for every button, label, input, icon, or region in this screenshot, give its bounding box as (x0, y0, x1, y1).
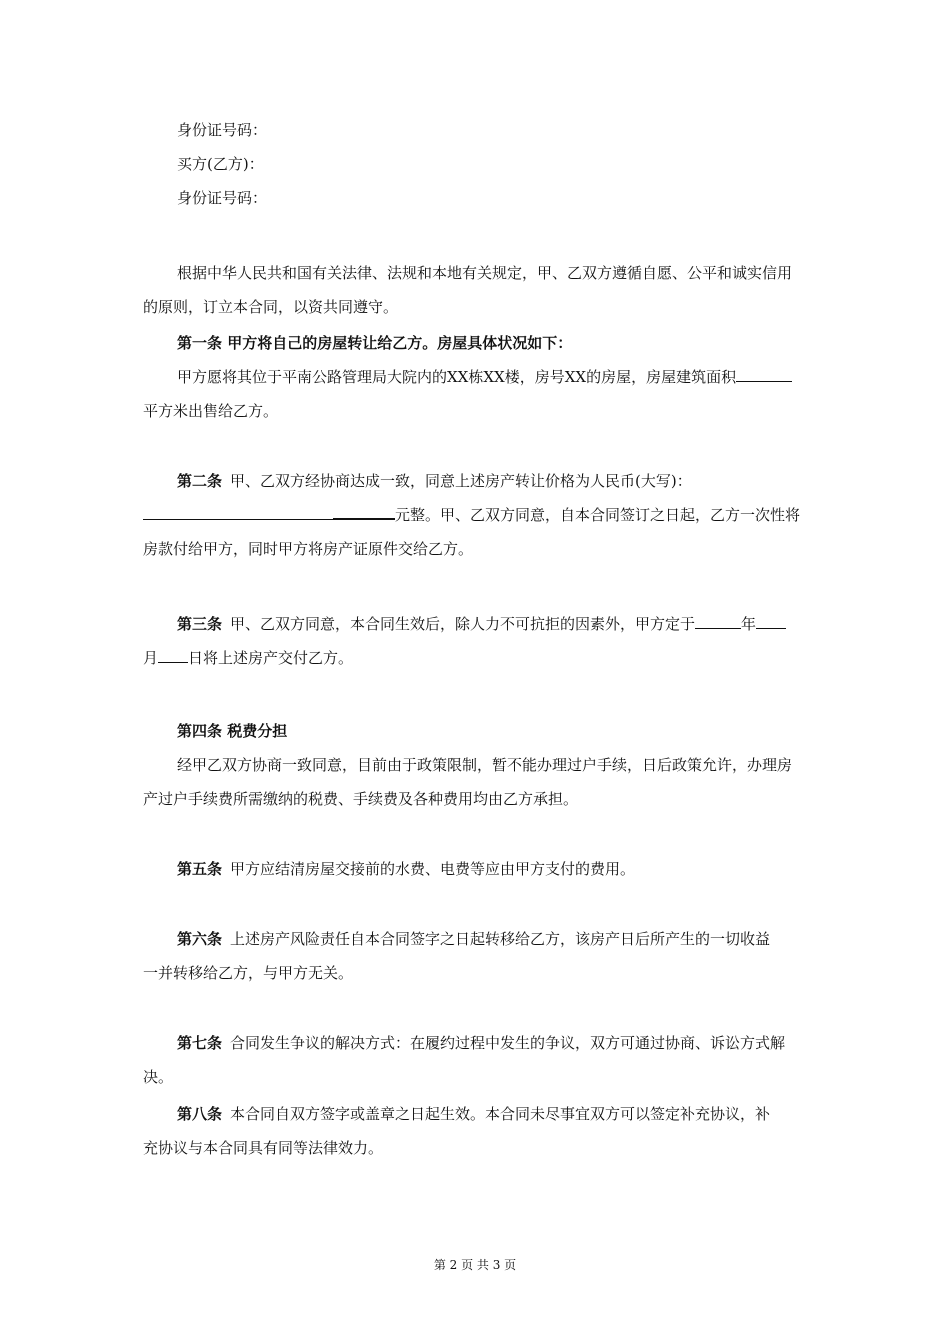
article-4 (143, 714, 807, 816)
article-2-title: 第二条 (177, 472, 223, 490)
article-1-title-line (143, 326, 807, 360)
article-1-line-1 (143, 360, 807, 394)
article-3-text-2a: 月 (143, 649, 159, 667)
article-4-title: 第四条 税费分担 (177, 722, 288, 740)
article-5 (143, 852, 807, 886)
seller-id-label: 身份证号码： (177, 121, 268, 139)
article-5-line-1 (143, 852, 807, 886)
article-1-text-1: 甲方愿将其位于平南公路管理局大院内的XX栋XX楼，房号XX的房屋，房屋建筑面积 (177, 368, 737, 386)
article-2-line-1 (143, 464, 807, 498)
article-2-text-1: 甲、乙双方经协商达成一致，同意上述房产转让价格为人民币(大写)： (230, 472, 692, 490)
preamble (143, 256, 807, 324)
article-2-line-2 (143, 498, 807, 532)
article-4-line-2: 产过户手续费所需缴纳的税费、手续费及各种费用均由乙方承担。 (143, 790, 579, 808)
article-2 (143, 464, 807, 566)
buyer-label: 买方(乙方)： (177, 155, 264, 173)
article-1-line-2: 平方米出售给乙方。 (143, 402, 279, 420)
article-8-title: 第八条 (177, 1105, 223, 1123)
article-8-text-1: 本合同自双方签字或盖章之日起生效。本合同未尽事宜双方可以签定补充协议，补 (230, 1105, 771, 1123)
article-8-line-2: 充协议与本合同具有同等法律效力。 (143, 1139, 384, 1157)
article-3 (143, 607, 807, 675)
article-3-text-2b: 日将上述房产交付乙方。 (188, 649, 354, 667)
article-8 (143, 1097, 807, 1165)
buyer-line (143, 147, 807, 181)
article-6-title: 第六条 (177, 930, 223, 948)
article-6 (143, 922, 807, 990)
article-6-line-2: 一并转移给乙方，与甲方无关。 (143, 964, 354, 982)
article-4-title-line (143, 714, 807, 748)
article-7-text-1: 合同发生争议的解决方式：在履约过程中发生的争议，双方可通过协商、诉讼方式解 (230, 1034, 786, 1052)
month-blank (756, 612, 786, 629)
article-1 (143, 326, 807, 428)
preamble-line-2: 的原则，订立本合同，以资共同遵守。 (143, 298, 399, 316)
article-2-line-3: 房款付给甲方，同时甲方将房产证原件交给乙方。 (143, 540, 474, 558)
article-7 (143, 1026, 807, 1094)
article-3-line-1 (143, 607, 807, 641)
buyer-id-label: 身份证号码： (177, 189, 268, 207)
article-7-title: 第七条 (177, 1034, 223, 1052)
article-6-text-1: 上述房产风险责任自本合同签字之日起转移给乙方，该房产日后所产生的一切收益 (230, 930, 771, 948)
article-3-title: 第三条 (177, 615, 223, 633)
year-blank (695, 612, 741, 629)
article-1-title: 第一条 甲方将自己的房屋转让给乙方。房屋具体状况如下： (177, 334, 573, 352)
preamble-text-1: 根据中华人民共和国有关法律、法规和本地有关规定，甲、乙双方遵循自愿、公平和诚实信用 (177, 264, 793, 282)
page-footer: 第 2 页 共 3 页 (433, 1258, 517, 1272)
article-4-text-1: 经甲乙双方协商一致同意，目前由于政策限制，暂不能办理过户手续，日后政策允许，办理房 (177, 756, 793, 774)
price-blank-1 (143, 503, 333, 520)
article-3-text-1b: 年 (741, 615, 757, 633)
preamble-line-1 (143, 256, 807, 290)
party-fields (143, 113, 807, 215)
article-5-title: 第五条 (177, 860, 223, 878)
area-blank (736, 365, 792, 382)
article-5-text-1: 甲方应结清房屋交接前的水费、电费等应由甲方支付的费用。 (230, 860, 636, 878)
price-blank-2 (333, 502, 395, 520)
buyer-id-line (143, 181, 807, 215)
article-2-text-2: 元整。甲、乙双方同意，自本合同签订之日起，乙方一次性将 (395, 506, 801, 524)
article-3-line-2 (143, 641, 807, 675)
article-4-line-1 (143, 748, 807, 782)
day-blank (158, 646, 188, 663)
article-8-line-1 (143, 1097, 807, 1131)
article-3-text-1a: 甲、乙双方同意，本合同生效后，除人力不可抗拒的因素外，甲方定于 (230, 615, 696, 633)
article-7-line-1 (143, 1026, 807, 1060)
article-7-line-2: 决。 (143, 1068, 174, 1086)
seller-id-line (143, 113, 807, 147)
article-6-line-1 (143, 922, 807, 956)
